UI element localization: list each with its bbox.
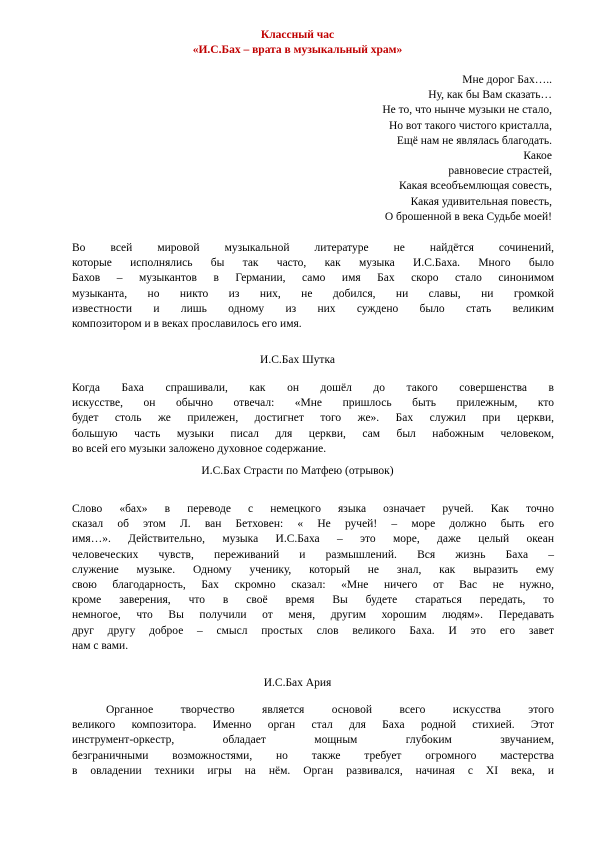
paragraph-line: Бахов – музыкантов в Германии, само имя Бах скоро стало синонимом: [72, 272, 554, 285]
poem-line: равновесие страстей,: [448, 165, 552, 178]
paragraph-line: которые исполнялись бы так часто, как музыка И.С.Баха. Много было: [72, 257, 554, 270]
poem-line: Мне дорог Бах…..: [462, 74, 552, 86]
paragraph-line: известности и лишь одному из них суждено было стать великим: [72, 302, 554, 315]
paragraph-line: кроме заверения, что в своё время Вы будете стараться передать, то: [72, 594, 554, 607]
poem-line: Не то, что нынче музыки не стало,: [382, 104, 552, 117]
paragraph-organ: [72, 703, 554, 779]
paragraph-line: Органное творчество является основой всего искусства этого: [106, 704, 554, 716]
section-heading-joke: И.С.Бах Шутка: [260, 354, 335, 366]
paragraph-line: друг другу доброе – смысл простых слов великого Баха. И это его завет: [72, 624, 554, 637]
paragraph-brook: [72, 502, 554, 654]
paragraph-line: нам с вами.: [72, 639, 129, 652]
document-title-line2: «И.С.Бах – врата в музыкальный храм»: [192, 44, 403, 56]
section-heading-passion: И.С.Бах Страсти по Матфею (отрывок): [201, 465, 394, 477]
paragraph-intro: [72, 241, 554, 332]
poem-line: Ну, как бы Вам сказать…: [428, 89, 552, 102]
epigraph-poem: [232, 73, 552, 225]
paragraph-line: Слово «бах» в переводе с немецкого языка означает ручей. Как точно: [72, 503, 554, 515]
paragraph-line: большую часть музыки писал для церкви, сам был набожным человеком,: [72, 427, 554, 440]
paragraph-line: сказал об этом Л. ван Бетховен: « Не ручей! – море должно быть его: [72, 518, 554, 531]
paragraph-line: инструмент-оркестр, обладает мощным глубоким звучанием,: [72, 734, 554, 747]
section-heading-aria: И.С.Бах Ария: [263, 677, 332, 689]
paragraph-line: свою благодарность, Бах скромно сказал: «Мне ничего от Вас не нужно,: [72, 579, 554, 592]
paragraph-line: Во всей мировой музыкальной литературе не найдётся сочинений,: [72, 242, 554, 254]
paragraph-line: великого композитора. Именно орган стал для Баха родной стихией. Этот: [72, 719, 554, 732]
paragraph-line: музыканта, но никто из них, не добился, ни славы, ни громкой: [72, 287, 554, 300]
paragraph-line: немногое, что Вы получили от меня, другим хорошим людям». Передавать: [72, 609, 554, 622]
paragraph-line: композитором и в веках прославилось его имя.: [72, 318, 302, 331]
poem-line: Какая удивительная повесть,: [410, 195, 552, 208]
paragraph-line: служение музыке. Одному ученику, который не знал, как выразить ему: [72, 563, 554, 576]
paragraph-line: искусстве, он обычно отвечал: «Мне пришлось быть прилежным, кто: [72, 397, 554, 410]
paragraph-line: в овладении техники игры на нём. Орган развивался, начиная с XI века, и: [72, 764, 554, 777]
poem-line: Но вот такого чистого кристалла,: [388, 119, 552, 132]
paragraph-line: будет столь же прилежен, достигнет того же». Бах служил при церкви,: [72, 412, 554, 425]
poem-line: О брошенной в века Судьбе моей!: [384, 210, 552, 223]
paragraph-line: человеческих чувств, переживаний и размышлений. Вся жизнь Баха –: [72, 548, 554, 561]
paragraph-line: безграничными возможностями, но также требует огромного мастерства: [72, 749, 554, 762]
paragraph-diligence: [72, 381, 554, 457]
poem-line: Какое: [523, 150, 552, 163]
paragraph-line: Когда Баха спрашивали, как он дошёл до такого совершенства в: [72, 382, 554, 394]
poem-line: Ещё нам не являлась благодать.: [396, 134, 552, 147]
paragraph-line: во всей его музыки заложено духовное содержание.: [72, 442, 327, 455]
poem-line: Какая всеобъемлющая совесть,: [399, 180, 552, 193]
paragraph-line: имя…». Действительно, музыка И.С.Баха – это море, даже целый океан: [72, 533, 554, 546]
document-title-line1: Классный час: [260, 29, 335, 41]
